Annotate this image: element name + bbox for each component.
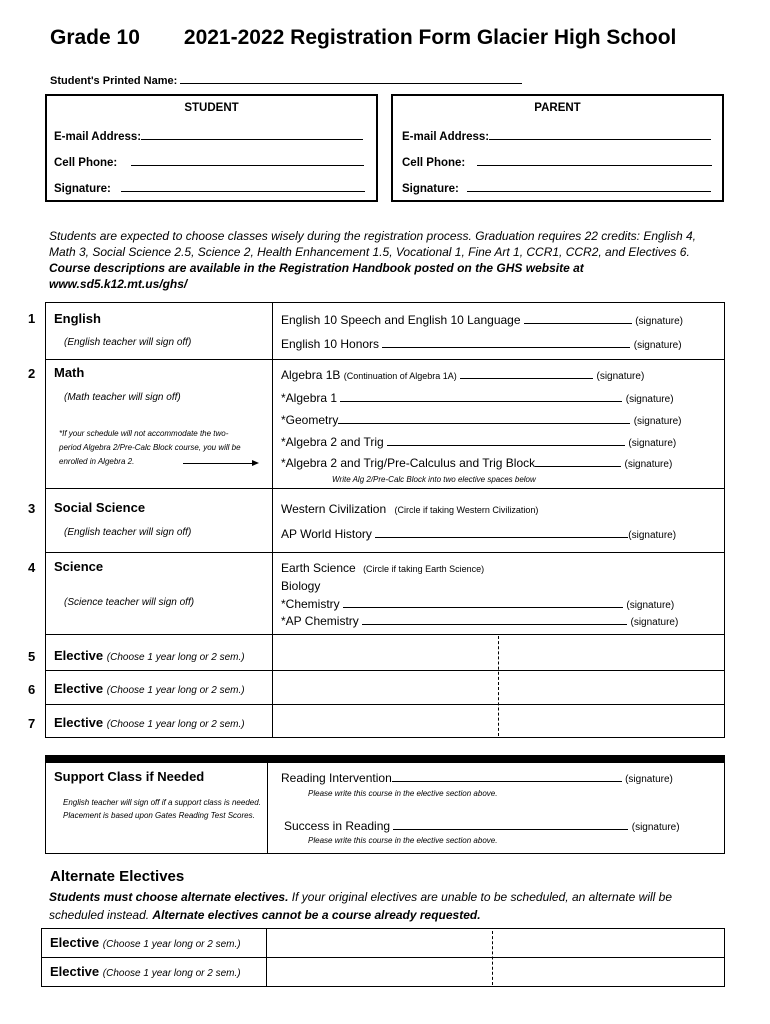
course-label: AP World History: [281, 527, 372, 541]
elective-row-7[interactable]: [54, 715, 245, 730]
course-label: English 10 Honors: [281, 337, 380, 351]
row-number: 7: [28, 716, 36, 731]
signature-line[interactable]: [460, 367, 593, 379]
student-cell-row: [54, 154, 364, 169]
course-label: Algebra 1B: [281, 368, 341, 382]
alternates-title: Alternate Electives: [50, 868, 185, 885]
course-geometry[interactable]: [281, 412, 682, 427]
alternate-elective-row-1[interactable]: [50, 935, 241, 950]
course-algebra-2-trig[interactable]: [281, 434, 676, 449]
signature-label: (signature): [625, 774, 673, 785]
intro-paragraph: [49, 228, 721, 292]
english-note: (English teacher will sign off): [64, 337, 192, 348]
signature-line[interactable]: [375, 526, 628, 538]
signature-label: (signature): [628, 530, 677, 541]
subject-math: Math: [54, 365, 85, 380]
course-label: *Geometry: [281, 413, 339, 427]
elective-label: Elective: [54, 681, 104, 696]
row-number: 6: [28, 682, 36, 697]
subject-english: English: [54, 311, 101, 326]
write-note: Please write this course in the elective section above.: [308, 836, 498, 845]
course-reading-intervention[interactable]: [281, 770, 673, 785]
parent-signature-field[interactable]: [467, 180, 711, 192]
signature-label: Signature:: [402, 183, 459, 195]
arrow-head-icon: [252, 460, 259, 466]
elective-label: Elective: [54, 648, 104, 663]
signature-line[interactable]: [387, 434, 625, 446]
course-label: Reading Intervention: [281, 771, 392, 785]
course-table: [45, 302, 725, 738]
form-title: 2021-2022 Registration Form Glacier High School: [183, 26, 677, 49]
course-label: *Chemistry: [281, 597, 340, 611]
elective-label: Elective: [54, 715, 104, 730]
alternates-text: If your original electives are unable to be scheduled, an alternate will be scheduled instead.: [49, 890, 672, 922]
signature-line[interactable]: [338, 412, 630, 424]
course-note: (Circle if taking Western Civilization): [394, 505, 539, 515]
elective-note: (Choose 1 year long or 2 sem.): [106, 719, 245, 730]
signature-line[interactable]: [362, 613, 627, 625]
alternates-bold-2: Alternate electives cannot be a course already requested.: [152, 908, 481, 922]
row-number: 1: [28, 311, 36, 326]
signature-line[interactable]: [393, 818, 628, 830]
course-label: *Algebra 2 and Trig/Pre-Calculus and Trig Block: [281, 456, 536, 470]
course-biology[interactable]: Biology: [281, 579, 321, 593]
student-signature-row: [54, 180, 365, 195]
signature-label: (signature): [626, 600, 675, 611]
course-label: Western Civilization: [281, 502, 387, 516]
science-note: (Science teacher will sign off): [64, 597, 195, 608]
row-number: 5: [28, 649, 36, 664]
student-cell-field[interactable]: [131, 154, 364, 166]
parent-box-title: PARENT: [534, 102, 581, 114]
student-email-field[interactable]: [141, 128, 363, 140]
elective-row-5[interactable]: [54, 648, 245, 663]
elective-note: (Choose 1 year long or 2 sem.): [102, 968, 241, 979]
alternates-paragraph: [49, 888, 729, 924]
elective-label: Elective: [50, 935, 100, 950]
alternate-divider: [492, 931, 493, 985]
signature-label: (signature): [631, 822, 680, 833]
parent-email-row: [402, 128, 711, 143]
row-number: 2: [28, 366, 36, 381]
elective-divider: [498, 636, 499, 736]
email-label: E-mail Address:: [402, 131, 490, 143]
alternate-electives-table: [41, 928, 725, 987]
course-english-10[interactable]: [281, 312, 683, 327]
course-label: English 10 Speech and English 10 Language: [281, 313, 521, 327]
course-algebra-1b[interactable]: [281, 367, 644, 382]
course-note: (Continuation of Algebra 1A): [343, 371, 457, 381]
course-label: *AP Chemistry: [281, 614, 359, 628]
row-number: 3: [28, 501, 36, 516]
footnote-arrow: [183, 463, 253, 464]
parent-signature-row: [402, 180, 711, 195]
signature-line[interactable]: [382, 336, 630, 348]
course-western-civ[interactable]: [281, 502, 538, 516]
student-signature-field[interactable]: [121, 180, 365, 192]
signature-label: (signature): [596, 371, 645, 382]
course-english-10-honors[interactable]: [281, 336, 682, 351]
course-label: Earth Science: [281, 561, 356, 575]
course-ap-chemistry[interactable]: [281, 613, 678, 628]
math-note: (Math teacher will sign off): [64, 392, 181, 403]
signature-label: (signature): [633, 416, 682, 427]
intro-text: Students are expected to choose classes wisely during the registration process. Graduation requires 22 credits: English 4, Math 3, Social Science 2.5, Science 2, Health Enhancement 1.5, Vocational 1, Fine Art 1, CCR1, CCR2, and Electives 6.: [49, 229, 697, 259]
support-table: [45, 762, 725, 854]
elective-note: (Choose 1 year long or 2 sem.): [106, 652, 245, 663]
signature-label: Signature:: [54, 183, 111, 195]
course-ap-world-history[interactable]: [281, 526, 676, 541]
subject-science: Science: [54, 559, 104, 574]
course-label: Success in Reading: [284, 819, 391, 833]
elective-note: (Choose 1 year long or 2 sem.): [102, 939, 241, 950]
cell-label: Cell Phone:: [54, 157, 118, 169]
social-note: (English teacher will sign off): [64, 527, 192, 538]
signature-label: (signature): [633, 340, 682, 351]
course-alg2-precalc-block[interactable]: [281, 455, 672, 470]
signature-line[interactable]: [343, 596, 623, 608]
signature-label: (signature): [624, 459, 673, 470]
subject-social-science: Social Science: [54, 500, 146, 515]
cell-label: Cell Phone:: [402, 157, 466, 169]
elective-note: (Choose 1 year long or 2 sem.): [106, 685, 245, 696]
course-label: *Algebra 1: [281, 391, 338, 405]
signature-line[interactable]: [340, 390, 622, 402]
support-title: Support Class if Needed: [54, 769, 205, 784]
course-success-in-reading[interactable]: [284, 818, 680, 833]
course-chemistry[interactable]: [281, 596, 674, 611]
signature-label: (signature): [628, 438, 677, 449]
signature-label: (signature): [635, 316, 684, 327]
student-contact-box: [45, 94, 378, 202]
math-footnote: *If your schedule will not accommodate the two-period Algebra 2/Pre-Calc Block course, you will be enrolled in Algebra 2.: [59, 429, 241, 466]
signature-label: (signature): [630, 617, 679, 628]
student-box-title: STUDENT: [184, 102, 239, 114]
signature-line[interactable]: [535, 455, 621, 467]
course-label: *Algebra 2 and Trig: [281, 435, 384, 449]
write-note: Please write this course in the elective section above.: [308, 789, 498, 798]
email-label: E-mail Address:: [54, 131, 142, 143]
printed-name-field[interactable]: [180, 72, 522, 84]
course-earth-science[interactable]: [281, 561, 484, 575]
alternates-bold: Students must choose alternate electives.: [49, 890, 289, 904]
alternate-elective-row-2[interactable]: [50, 964, 241, 979]
grade-label: Grade 10: [50, 26, 140, 49]
parent-cell-row: [402, 154, 712, 169]
printed-name-label: Student's Printed Name:: [50, 75, 178, 87]
elective-label: Elective: [50, 964, 100, 979]
elective-row-6[interactable]: [54, 681, 245, 696]
row-number: 4: [28, 560, 36, 575]
signature-label: (signature): [625, 394, 674, 405]
course-note: (Circle if taking Earth Science): [363, 564, 485, 574]
parent-cell-field[interactable]: [477, 154, 712, 166]
course-algebra-1[interactable]: [281, 390, 674, 405]
student-email-row: [54, 128, 363, 143]
printed-name-row: [50, 72, 522, 87]
block-note: Write Alg 2/Pre-Calc Block into two elective spaces below: [332, 475, 536, 484]
parent-email-field[interactable]: [489, 128, 711, 140]
signature-line[interactable]: [524, 312, 632, 324]
page-title: [50, 26, 676, 50]
support-note: English teacher will sign off if a support class is needed. Placement is based upon Gates Reading Test Scores.: [63, 798, 261, 820]
intro-bold-text: Course descriptions are available in the Registration Handbook posted on the GHS website at www.sd5.k12.mt.us/ghs/: [49, 261, 584, 291]
parent-contact-box: [391, 94, 724, 202]
signature-line[interactable]: [392, 770, 622, 782]
